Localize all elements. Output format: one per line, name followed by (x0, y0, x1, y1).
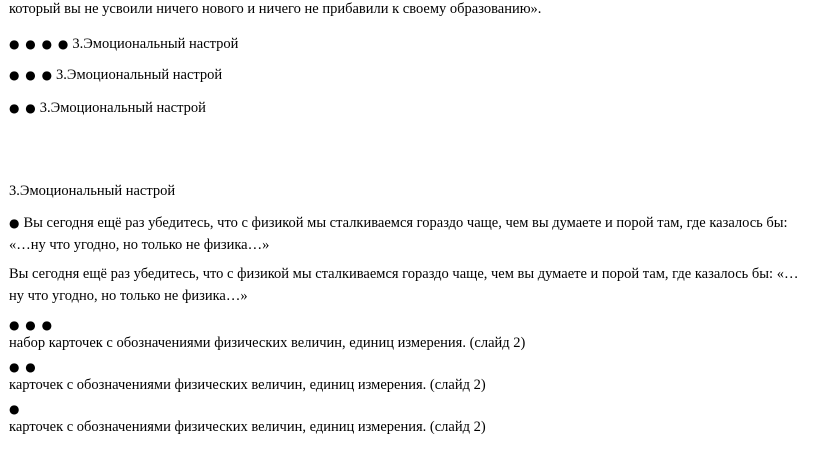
bullet-row-two: ● ● (9, 360, 37, 374)
bullet-row-three: ● ● ● (9, 318, 54, 332)
mood-item-three-bullets (9, 66, 222, 84)
mood-heading-text: 3.Эмоциональный настрой (56, 67, 223, 83)
card-set-full-text: набор карточек с обозначениями физических величин, единиц измерения. (слайд 2) (9, 335, 526, 351)
mood-item-two-bullets (9, 99, 206, 117)
physics-paragraph-text: Вы сегодня ещё раз убедитесь, что с физикой мы сталкиваемся гораздо чаще, чем вы думаете и порой там, где казалось бы: «…ну что угодно, но только не физика…» (9, 215, 788, 253)
bullet-row-one: ● (9, 402, 21, 416)
bullet-icon: ● ● ● (9, 68, 54, 82)
physics-paragraph-bulleted (9, 212, 809, 256)
bullet-icon: ● (9, 216, 21, 230)
bullet-icon: ● ● (9, 101, 37, 115)
top-fragment-text: который вы не усвоили ничего нового и ничего не прибавили к своему образованию». (9, 1, 542, 17)
card-set-short-text-1: карточек с обозначениями физических величин, единиц измерения. (слайд 2) (9, 377, 486, 393)
card-set-short-text-2: карточек с обозначениями физических величин, единиц измерения. (слайд 2) (9, 419, 486, 435)
mood-heading-text: 3.Эмоциональный настрой (72, 36, 239, 52)
mood-heading-plain: 3.Эмоциональный настрой (9, 183, 176, 199)
mood-item-four-bullets (9, 35, 238, 53)
physics-paragraph-plain: Вы сегодня ещё раз убедитесь, что с физикой мы сталкиваемся гораздо чаще, чем вы думаете и порой там, где казалось бы: «…ну что угодно, но только не физика…» (9, 266, 799, 304)
mood-heading-text: 3.Эмоциональный настрой (39, 100, 206, 116)
bullet-icon: ● ● ● ● (9, 37, 70, 51)
